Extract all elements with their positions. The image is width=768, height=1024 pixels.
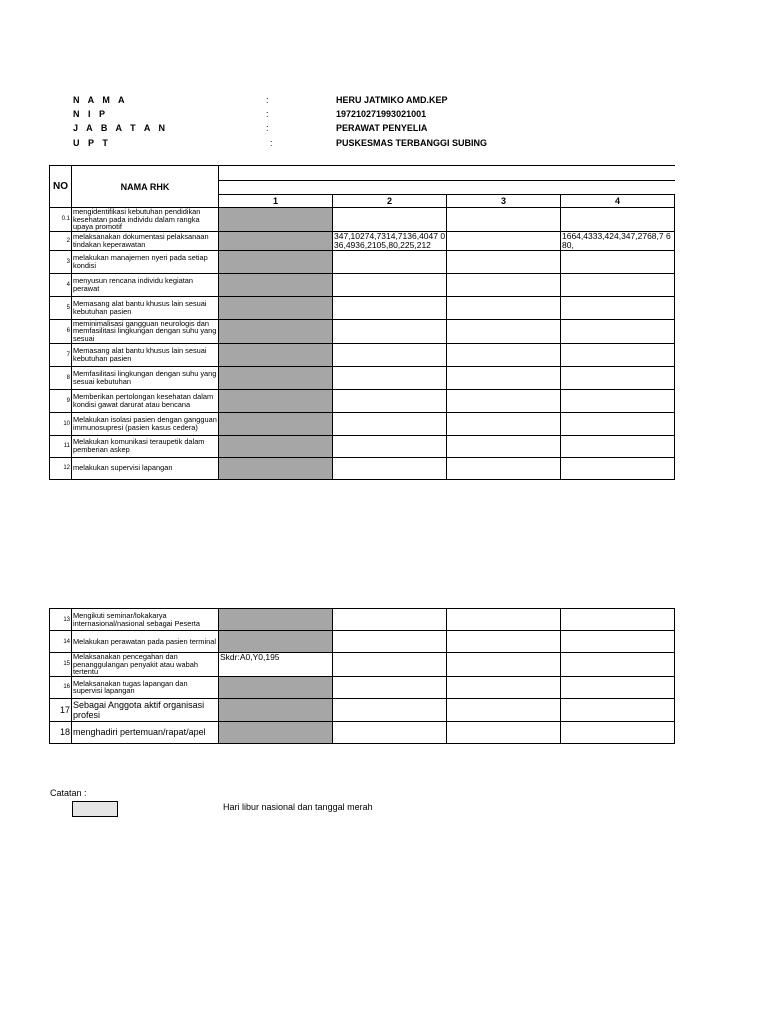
header-col-4: 4 <box>561 195 675 208</box>
day-cell-1[interactable] <box>219 343 333 366</box>
day-cell-2[interactable] <box>333 273 447 296</box>
rhk-name: Melaksanakan pencegahan dan penanggulangan penyakit atau wabah tertentu <box>72 653 219 677</box>
row-number: 13 <box>50 609 72 631</box>
row-number: 12 <box>50 457 72 479</box>
table-row <box>50 609 675 631</box>
rhk-name: Mengikuti seminar/lokakarya internasional/nasional sebagai Peserta <box>72 609 219 631</box>
name-label: N A M A <box>73 95 128 105</box>
day-cell-3[interactable] <box>447 296 561 319</box>
row-number: 9 <box>50 389 72 412</box>
day-cell-3[interactable] <box>447 231 561 250</box>
day-cell-4[interactable] <box>561 435 675 457</box>
top-rows <box>50 208 675 480</box>
day-cell-1[interactable] <box>219 412 333 435</box>
day-cell-2[interactable] <box>333 366 447 389</box>
day-cell-1[interactable] <box>219 296 333 319</box>
day-cell-4[interactable] <box>561 343 675 366</box>
day-cell-3[interactable] <box>447 653 561 677</box>
day-cell-2[interactable] <box>333 457 447 479</box>
rhk-name: mengidentifikasi kebutuhan pendidikan kesehatan pada individu dalam rangka upaya promotif <box>72 208 219 232</box>
day-cell-4[interactable] <box>561 319 675 343</box>
day-cell-1[interactable] <box>219 231 333 250</box>
table-row <box>50 631 675 653</box>
row-number: 10 <box>50 412 72 435</box>
day-cell-4[interactable] <box>561 609 675 631</box>
day-cell-1[interactable] <box>219 250 333 273</box>
day-cell-3[interactable] <box>447 389 561 412</box>
row-number: 3 <box>50 250 72 273</box>
row-number: 11 <box>50 435 72 457</box>
table-row <box>50 457 675 479</box>
header-col-3: 3 <box>447 195 561 208</box>
day-cell-4[interactable] <box>561 208 675 232</box>
table-row <box>50 366 675 389</box>
header-week-blank <box>219 181 675 195</box>
day-cell-3[interactable] <box>447 319 561 343</box>
row-number: 6 <box>50 319 72 343</box>
day-cell-4[interactable] <box>561 273 675 296</box>
jabatan-value: PERAWAT PENYELIA <box>336 123 428 133</box>
table-row <box>50 273 675 296</box>
table-row <box>50 676 675 698</box>
day-cell-2[interactable] <box>333 389 447 412</box>
day-cell-3[interactable] <box>447 676 561 698</box>
day-cell-1[interactable] <box>219 676 333 698</box>
table-row <box>50 653 675 677</box>
rhk-name: menghadiri pertemuan/rapat/apel <box>72 721 219 743</box>
day-cell-3[interactable] <box>447 457 561 479</box>
day-cell-3[interactable] <box>447 698 561 721</box>
header-month-blank <box>219 166 675 181</box>
holiday-legend-swatch <box>72 801 118 817</box>
header-col-2: 2 <box>333 195 447 208</box>
day-cell-1[interactable] <box>219 721 333 743</box>
day-cell-4[interactable] <box>561 250 675 273</box>
day-cell-1[interactable] <box>219 435 333 457</box>
day-cell-4[interactable] <box>561 389 675 412</box>
day-cell-1[interactable] <box>219 273 333 296</box>
day-cell-2[interactable] <box>333 296 447 319</box>
row-number: 4 <box>50 273 72 296</box>
table-row <box>50 698 675 721</box>
nip-label: N I P <box>73 109 109 119</box>
day-cell-2[interactable] <box>333 609 447 631</box>
day-cell-2[interactable] <box>333 721 447 743</box>
rhk-name: Melakukan komunikasi teraupetik dalam pemberian askep <box>72 435 219 457</box>
day-cell-1[interactable]: Skdr:A0,Y0,195 <box>219 653 333 677</box>
day-cell-4[interactable] <box>561 676 675 698</box>
rhk-name: meminimalisasi gangguan neurologis dan memfasilitasi lingkungan dengan suhu yang sesuai <box>72 319 219 343</box>
table-row <box>50 721 675 743</box>
table-row <box>50 343 675 366</box>
day-cell-3[interactable] <box>447 631 561 653</box>
day-cell-4[interactable] <box>561 653 675 677</box>
rhk-table-top <box>49 165 675 480</box>
day-cell-2[interactable] <box>333 208 447 232</box>
day-cell-4[interactable] <box>561 698 675 721</box>
upt-value: PUSKESMAS TERBANGGI SUBING <box>336 138 488 148</box>
upt-colon: : <box>270 138 273 148</box>
day-cell-2[interactable] <box>333 676 447 698</box>
day-cell-1[interactable] <box>219 319 333 343</box>
day-cell-3[interactable] <box>447 343 561 366</box>
day-cell-2[interactable] <box>333 653 447 677</box>
table-row <box>50 412 675 435</box>
table-row <box>50 389 675 412</box>
day-cell-4[interactable] <box>561 296 675 319</box>
day-cell-4[interactable] <box>561 366 675 389</box>
rhk-table-bottom <box>49 608 675 744</box>
day-cell-3[interactable] <box>447 721 561 743</box>
rhk-name: Melakukan perawatan pada pasien terminal <box>72 631 219 653</box>
day-cell-3[interactable] <box>447 366 561 389</box>
header-col-1: 1 <box>219 195 333 208</box>
day-cell-1[interactable] <box>219 698 333 721</box>
upt-label: U P T <box>73 138 111 148</box>
rhk-name: melaksanakan dokumentasi pelaksanaan tindakan keperawatan <box>72 231 219 250</box>
rhk-name: melakukan supervisi lapangan <box>72 457 219 479</box>
day-cell-1[interactable] <box>219 457 333 479</box>
day-cell-2[interactable] <box>333 412 447 435</box>
day-cell-1[interactable] <box>219 609 333 631</box>
day-cell-4[interactable] <box>561 457 675 479</box>
day-cell-2[interactable] <box>333 343 447 366</box>
row-number: 2 <box>50 231 72 250</box>
rhk-name: Memasang alat bantu khusus lain sesuai kebutuhan pasien <box>72 343 219 366</box>
row-number: 16 <box>50 676 72 698</box>
day-cell-4[interactable] <box>561 412 675 435</box>
row-number: 14 <box>50 631 72 653</box>
day-cell-3[interactable] <box>447 250 561 273</box>
day-cell-2[interactable] <box>333 435 447 457</box>
name-value: HERU JATMIKO AMD.KEP <box>336 95 448 105</box>
day-cell-1[interactable] <box>219 366 333 389</box>
table-row <box>50 319 675 343</box>
day-cell-4[interactable]: 1664,4333,424,347,2768,7 680, <box>561 231 675 250</box>
rhk-name: menyusun rencana individu kegiatan perawat <box>72 273 219 296</box>
rhk-name: Melaksanakan tugas lapangan dan supervisi lapangan <box>72 676 219 698</box>
rhk-name: melakukan manajemen nyeri pada setiap kondisi <box>72 250 219 273</box>
table-row <box>50 250 675 273</box>
day-cell-4[interactable] <box>561 631 675 653</box>
day-cell-2[interactable] <box>333 698 447 721</box>
day-cell-1[interactable] <box>219 631 333 653</box>
day-cell-3[interactable] <box>447 609 561 631</box>
day-cell-1[interactable] <box>219 208 333 232</box>
rhk-name: Melakukan isolasi pasien dengan gangguan immunosupresi (pasien kasus cedera) <box>72 412 219 435</box>
rhk-name: Memfasilitasi lingkungan dengan suhu yang sesuai kebutuhan <box>72 366 219 389</box>
nip-value: 197210271993021001 <box>336 109 427 119</box>
day-cell-3[interactable] <box>447 208 561 232</box>
day-cell-2[interactable] <box>333 631 447 653</box>
row-number: 5 <box>50 296 72 319</box>
notes-label: Catatan : <box>50 788 87 798</box>
bottom-rows <box>50 609 675 744</box>
jabatan-colon: : <box>266 123 269 133</box>
row-number: 0.1 <box>50 208 72 232</box>
nip-colon: : <box>266 109 269 119</box>
holiday-legend-text: Hari libur nasional dan tanggal merah <box>223 802 373 812</box>
jabatan-label: J A B A T A N <box>73 123 168 133</box>
day-cell-3[interactable] <box>447 412 561 435</box>
table-row <box>50 296 675 319</box>
row-number: 7 <box>50 343 72 366</box>
table-row <box>50 231 675 250</box>
row-number: 15 <box>50 653 72 677</box>
day-cell-2[interactable] <box>333 319 447 343</box>
day-cell-3[interactable] <box>447 435 561 457</box>
day-cell-2[interactable]: 347,10274,7314,7136,4047 036,4936,2105,80,225,212 <box>334 231 446 250</box>
row-number: 18 <box>50 721 72 743</box>
rhk-name: Memberikan pertolongan kesehatan dalam kondisi gawat darurat atau bencana <box>72 389 219 412</box>
row-number: 8 <box>50 366 72 389</box>
day-cell-2[interactable] <box>333 250 447 273</box>
table-row <box>50 435 675 457</box>
rhk-name: Memasang alat bantu khusus lain sesuai kebutuhan pasien <box>72 296 219 319</box>
name-colon: : <box>266 95 269 105</box>
day-cell-1[interactable] <box>219 389 333 412</box>
header-no: NO <box>50 166 72 208</box>
header-nama-rhk: NAMA RHK <box>72 166 219 208</box>
table-row <box>50 208 675 232</box>
day-cell-3[interactable] <box>447 273 561 296</box>
day-cell-4[interactable] <box>561 721 675 743</box>
row-number: 17 <box>50 698 72 721</box>
rhk-name: Sebagai Anggota aktif organisasi profesi <box>72 698 219 721</box>
